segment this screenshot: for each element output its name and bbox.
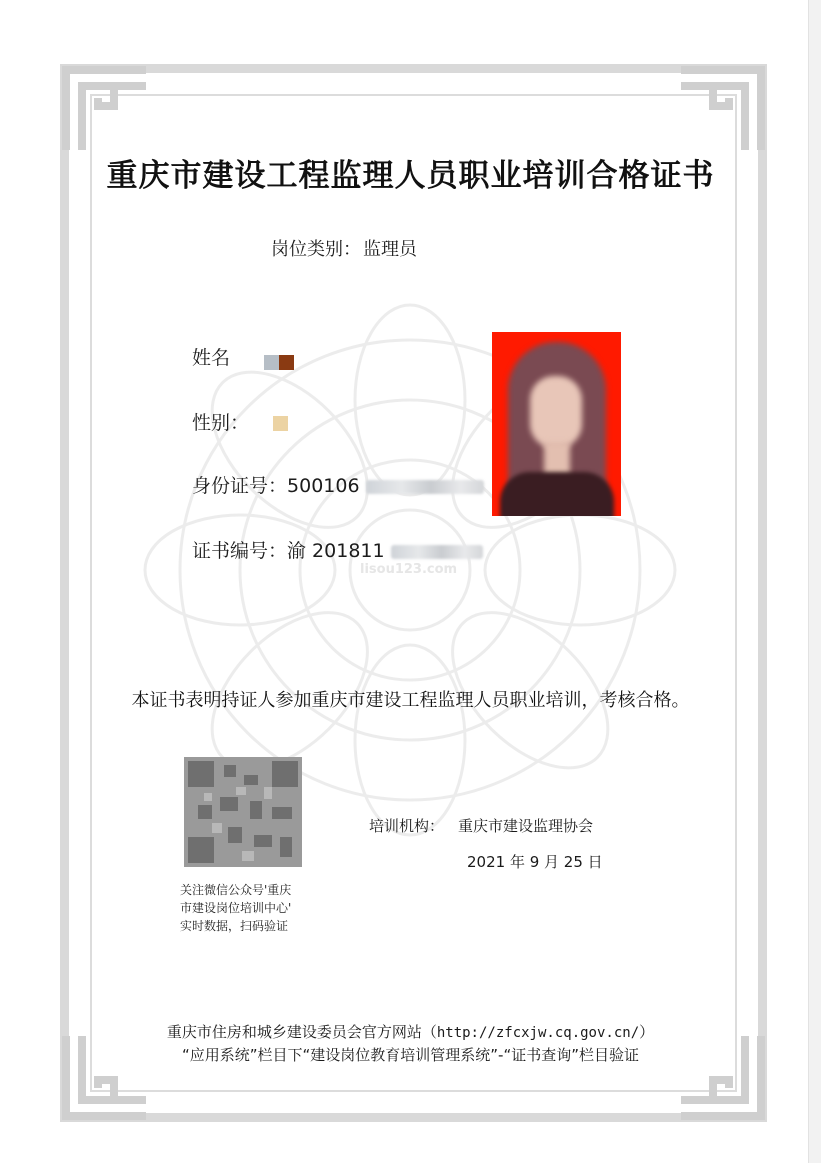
corner-ornament-top-right (673, 62, 769, 158)
cert-no-redaction (391, 545, 483, 559)
site-watermark: lisou123.com (360, 562, 458, 577)
footer-line-2: “应用系统”栏目下“建设岗位教育培训管理系统”-“证书查询”栏目验证 (181, 1046, 640, 1064)
id-number-row (192, 471, 484, 498)
org-value: 重庆市建设监理协会 (458, 817, 594, 835)
name-redaction (264, 355, 279, 370)
cert-no-prefix: 渝 201811 (287, 540, 385, 562)
qr-caption-line-2: 市建设岗位培训中心' (180, 901, 292, 915)
gender-label: 性别： (192, 412, 250, 434)
post-category (271, 235, 417, 261)
gender-redaction (273, 416, 288, 431)
qr-caption-line-3: 实时数据，扫码验证 (180, 919, 289, 933)
name-redaction-2 (279, 355, 294, 370)
id-prefix: 500106 (287, 475, 360, 497)
id-label: 身份证号： (192, 475, 288, 497)
id-redaction (366, 480, 484, 494)
cert-number-row (192, 536, 483, 563)
footer-line-1 (0, 1021, 821, 1042)
photo-portrait-icon (492, 332, 621, 516)
qr-caption (180, 881, 310, 935)
post-label: 岗位类别： (271, 239, 361, 260)
training-organization (369, 815, 593, 836)
gender-row (192, 408, 288, 435)
org-label: 培训机构： (369, 817, 445, 835)
name-row (192, 343, 294, 370)
corner-ornament-bottom-left (58, 1028, 154, 1124)
post-value: 监理员 (363, 239, 417, 260)
qr-code-icon[interactable] (184, 757, 302, 867)
corner-ornament-bottom-right (673, 1028, 769, 1124)
footer-line-1-end: ） (639, 1023, 655, 1041)
footer-line-1-text: 重庆市住房和城乡建设委员会官方网站（ (166, 1023, 437, 1041)
qr-caption-line-1: 关注微信公众号'重庆 (180, 883, 292, 897)
issue-date: 2021 年 9 月 25 日 (467, 853, 603, 871)
footer-url-link[interactable]: http://zfcxjw.cq.gov.cn/ (436, 1025, 640, 1041)
cert-no-label: 证书编号： (192, 540, 288, 562)
name-label: 姓名 (192, 347, 231, 369)
certificate-title: 重庆市建设工程监理人员职业培训合格证书 (106, 158, 715, 194)
corner-ornament-top-left (58, 62, 154, 158)
certificate-statement: 本证书表明持证人参加重庆市建设工程监理人员职业培训，考核合格。 (131, 690, 690, 711)
